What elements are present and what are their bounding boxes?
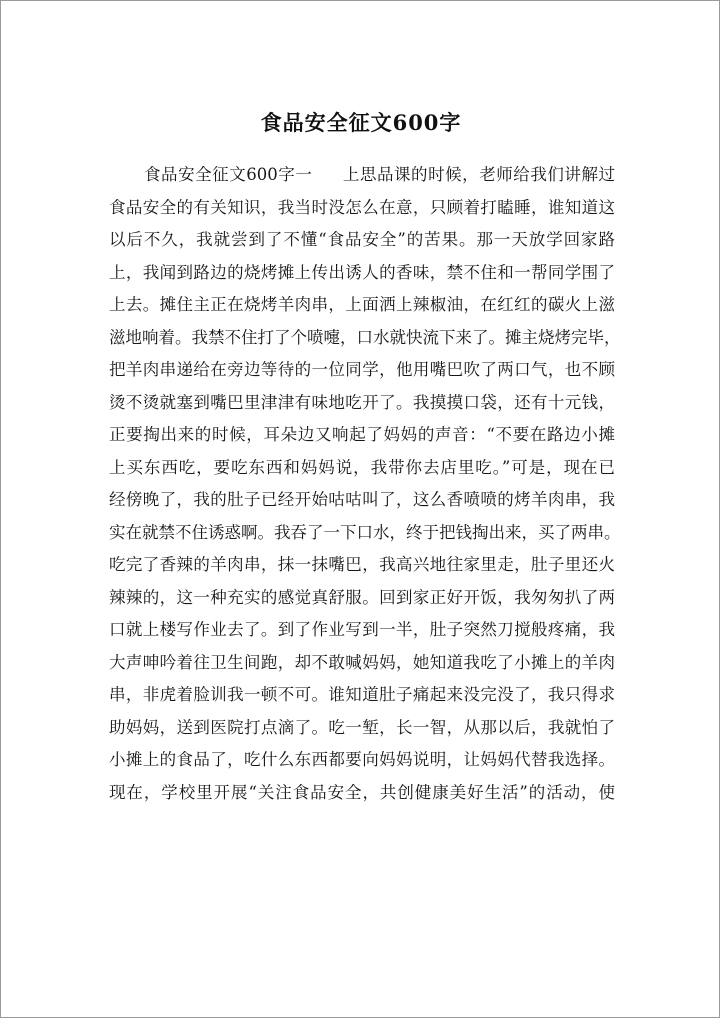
paragraph-line: 辣辣的，这一种充实的感觉真舒服。回到家正好开饭，我匆匆扒了两 bbox=[109, 587, 615, 607]
paragraph-line: 大声呻吟着往卫生间跑，却不敢喊妈妈，她知道我吃了小摊上的羊肉 bbox=[109, 652, 615, 672]
paragraph-line: 小摊上的食品了，吃什么东西都要向妈妈说明，让妈妈代替我选择。 bbox=[109, 750, 615, 769]
paragraph-line: 正要掏出来的时候，耳朵边又响起了妈妈的声音：“不要在路边小摊 bbox=[109, 425, 615, 444]
paragraph-line: 现在，学校里开展“关注食品安全，共创健康美好生活”的活动，使 bbox=[109, 782, 615, 802]
paragraph-line bbox=[109, 159, 615, 192]
paragraph-line: 吃完了香辣的羊肉串，抹一抹嘴巴，我高兴地往家里走，肚子里还火 bbox=[109, 555, 615, 574]
paragraph-line: 实在就禁不住诱惑啊。我吞了一下口水，终于把钱掏出来，买了两串。 bbox=[109, 522, 621, 542]
paragraph-line: 上，我闻到路边的烧烤摊上传出诱人的香味，禁不住和一帮同学围了 bbox=[109, 262, 615, 282]
paragraph-line: 助妈妈，送到医院打点滴了。吃一堑，长一智，从那以后，我就怕了 bbox=[109, 717, 615, 737]
intro-label: 食品安全征文600字一 bbox=[144, 165, 313, 184]
line-text: 上思品课的时候，老师给我们讲解过 bbox=[342, 165, 615, 184]
paragraph-line: 烫不烫就塞到嘴巴里津津有味地吃开了。我摸摸口袋，还有十元钱， bbox=[109, 392, 615, 412]
page-title: 食品安全征文600字 bbox=[260, 110, 462, 135]
paragraph-line: 串，非虎着脸训我一顿不可。谁知道肚子痛起来没完没了，我只得求 bbox=[109, 685, 615, 704]
paragraph-line: 经傍晚了，我的肚子已经开始咕咕叫了，这么香喷喷的烤羊肉串，我 bbox=[109, 490, 615, 509]
paragraph-line: 口就上楼写作业去了。到了作业写到一半，肚子突然刀搅般疼痛，我 bbox=[109, 620, 615, 639]
paragraph-line: 以后不久，我就尝到了不懂“食品安全”的苦果。那一天放学回家路 bbox=[109, 230, 615, 249]
paragraph-line: 上买东西吃，要吃东西和妈妈说，我带你去店里吃。”可是，现在已 bbox=[109, 457, 615, 477]
essay-body bbox=[109, 159, 621, 809]
paragraph-line: 把羊肉串递给在旁边等待的一位同学，他用嘴巴吹了两口气，也不顾 bbox=[109, 360, 615, 379]
paragraph-line: 上去。摊住主正在烧烤羊肉串，上面洒上辣椒油，在红红的碳火上滋 bbox=[109, 295, 615, 314]
paragraph-line: 食品安全的有关知识，我当时没怎么在意，只顾着打瞌睡，谁知道这 bbox=[109, 197, 615, 217]
paragraph-line: 滋地响着。我禁不住打了个喷嚏，口水就快流下来了。摊主烧烤完毕， bbox=[109, 327, 621, 347]
